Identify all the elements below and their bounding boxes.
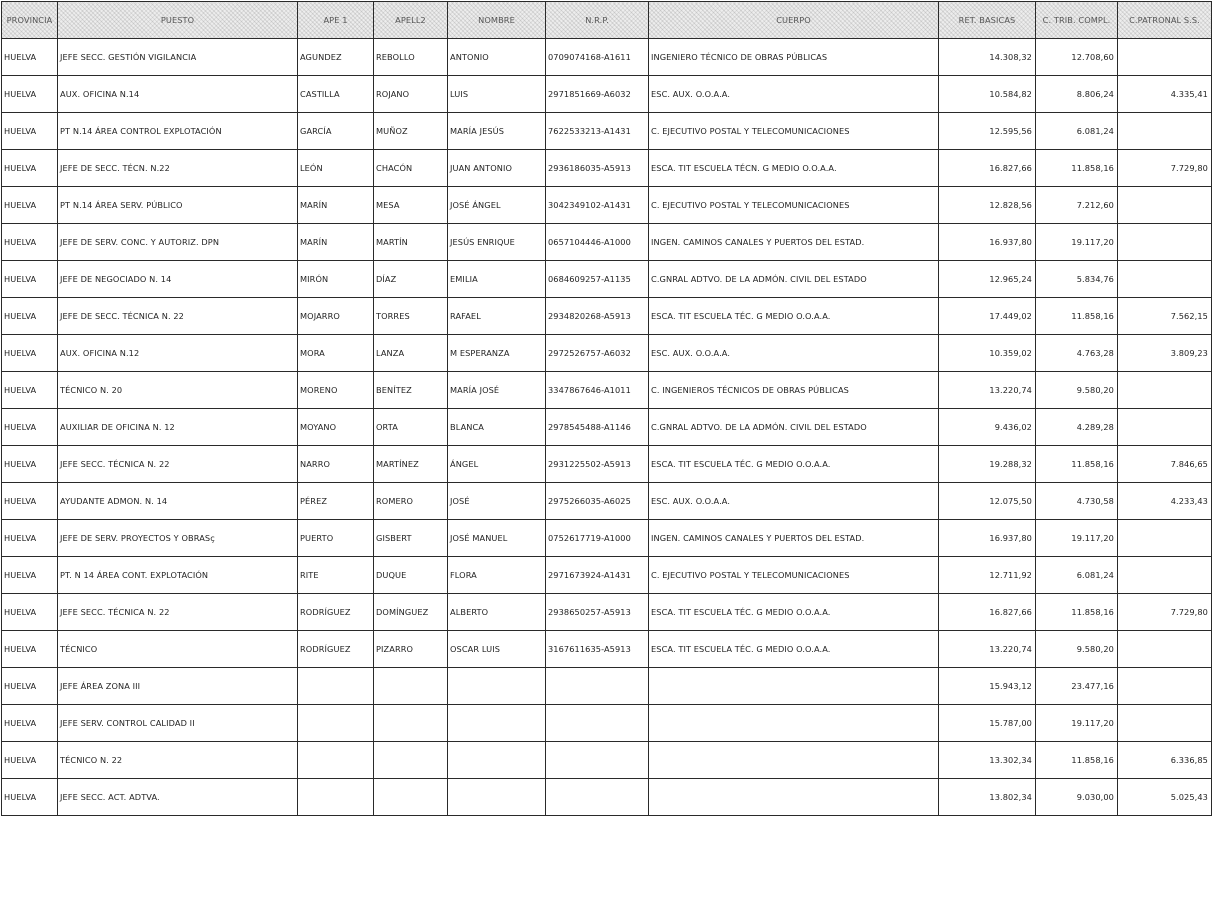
apellido2-cell: CHACÓN bbox=[374, 150, 448, 187]
c-patronal-cell: 6.336,85 bbox=[1118, 742, 1212, 779]
apellido1-cell bbox=[298, 742, 374, 779]
table-row bbox=[2, 224, 1212, 261]
apellido2-cell: DÍAZ bbox=[374, 261, 448, 298]
provincia-cell: HUELVA bbox=[2, 224, 58, 261]
header-puesto: PUESTO bbox=[58, 2, 298, 39]
c-trib-compl-cell: 11.858,16 bbox=[1036, 594, 1118, 631]
c-trib-compl-cell: 23.477,16 bbox=[1036, 668, 1118, 705]
header-apell2: APELL2 bbox=[374, 2, 448, 39]
nrp-cell bbox=[546, 705, 649, 742]
puesto-cell: JEFE SERV. CONTROL CALIDAD II bbox=[58, 705, 298, 742]
c-trib-compl-cell: 19.117,20 bbox=[1036, 705, 1118, 742]
nombre-cell: MARÍA JOSÉ bbox=[448, 372, 546, 409]
ret-basicas-cell: 15.787,00 bbox=[939, 705, 1036, 742]
apellido1-cell: NARRO bbox=[298, 446, 374, 483]
ret-basicas-cell: 13.802,34 bbox=[939, 779, 1036, 816]
apellido2-cell: MARTÍNEZ bbox=[374, 446, 448, 483]
cuerpo-cell: ESC. AUX. O.O.A.A. bbox=[649, 335, 939, 372]
apellido2-cell: ROJANO bbox=[374, 76, 448, 113]
apellido1-cell: MARÍN bbox=[298, 187, 374, 224]
ret-basicas-cell: 13.302,34 bbox=[939, 742, 1036, 779]
nombre-cell bbox=[448, 668, 546, 705]
c-patronal-cell: 7.729,80 bbox=[1118, 150, 1212, 187]
nombre-cell: BLANCA bbox=[448, 409, 546, 446]
cuerpo-cell: C.GNRAL ADTVO. DE LA ADMÓN. CIVIL DEL ESTADO bbox=[649, 261, 939, 298]
nrp-cell: 2975266035-A6025 bbox=[546, 483, 649, 520]
nrp-cell: 0752617719-A1000 bbox=[546, 520, 649, 557]
nrp-cell: 7622533213-A1431 bbox=[546, 113, 649, 150]
nombre-cell: OSCAR LUIS bbox=[448, 631, 546, 668]
provincia-cell: HUELVA bbox=[2, 557, 58, 594]
ret-basicas-cell: 12.965,24 bbox=[939, 261, 1036, 298]
nombre-cell: ANTONIO bbox=[448, 39, 546, 76]
c-patronal-cell: 4.335,41 bbox=[1118, 76, 1212, 113]
puesto-cell: PT N.14 ÁREA CONTROL EXPLOTACIÓN bbox=[58, 113, 298, 150]
nombre-cell bbox=[448, 742, 546, 779]
puesto-cell: AUXILIAR DE OFICINA N. 12 bbox=[58, 409, 298, 446]
c-trib-compl-cell: 11.858,16 bbox=[1036, 742, 1118, 779]
cuerpo-cell: ESCA. TIT ESCUELA TÉCN. G MEDIO O.O.A.A. bbox=[649, 150, 939, 187]
header-nrp: N.R.P. bbox=[546, 2, 649, 39]
table-row bbox=[2, 335, 1212, 372]
apellido2-cell bbox=[374, 779, 448, 816]
table-row bbox=[2, 483, 1212, 520]
provincia-cell: HUELVA bbox=[2, 631, 58, 668]
nrp-cell bbox=[546, 742, 649, 779]
apellido1-cell: LEÓN bbox=[298, 150, 374, 187]
nombre-cell: ALBERTO bbox=[448, 594, 546, 631]
ret-basicas-cell: 12.828,56 bbox=[939, 187, 1036, 224]
table-row bbox=[2, 557, 1212, 594]
apellido1-cell: RODRÍGUEZ bbox=[298, 594, 374, 631]
ret-basicas-cell: 14.308,32 bbox=[939, 39, 1036, 76]
apellido1-cell: MIRÓN bbox=[298, 261, 374, 298]
c-patronal-cell bbox=[1118, 520, 1212, 557]
nrp-cell: 2934820268-A5913 bbox=[546, 298, 649, 335]
c-patronal-cell: 4.233,43 bbox=[1118, 483, 1212, 520]
table-row bbox=[2, 409, 1212, 446]
apellido1-cell: AGUNDEZ bbox=[298, 39, 374, 76]
table-body bbox=[2, 39, 1212, 816]
table-row bbox=[2, 150, 1212, 187]
c-trib-compl-cell: 7.212,60 bbox=[1036, 187, 1118, 224]
nrp-cell: 3167611635-A5913 bbox=[546, 631, 649, 668]
nombre-cell: LUIS bbox=[448, 76, 546, 113]
nombre-cell: JESÚS ENRIQUE bbox=[448, 224, 546, 261]
apellido2-cell: MESA bbox=[374, 187, 448, 224]
header-row bbox=[2, 2, 1212, 39]
table-header bbox=[2, 2, 1212, 39]
apellido2-cell bbox=[374, 668, 448, 705]
cuerpo-cell: C. EJECUTIVO POSTAL Y TELECOMUNICACIONES bbox=[649, 557, 939, 594]
apellido1-cell: RITE bbox=[298, 557, 374, 594]
puesto-cell: PT N.14 ÁREA SERV. PÚBLICO bbox=[58, 187, 298, 224]
table-row bbox=[2, 76, 1212, 113]
apellido1-cell: MORA bbox=[298, 335, 374, 372]
header-cuerpo: CUERPO bbox=[649, 2, 939, 39]
ret-basicas-cell: 13.220,74 bbox=[939, 631, 1036, 668]
nrp-cell: 3042349102-A1431 bbox=[546, 187, 649, 224]
puesto-cell: AUX. OFICINA N.14 bbox=[58, 76, 298, 113]
c-trib-compl-cell: 4.730,58 bbox=[1036, 483, 1118, 520]
header-nombre: NOMBRE bbox=[448, 2, 546, 39]
puesto-cell: TÉCNICO N. 20 bbox=[58, 372, 298, 409]
provincia-cell: HUELVA bbox=[2, 483, 58, 520]
cuerpo-cell bbox=[649, 705, 939, 742]
provincia-cell: HUELVA bbox=[2, 113, 58, 150]
header-ret-basicas: RET. BASICAS bbox=[939, 2, 1036, 39]
nrp-cell: 0657104446-A1000 bbox=[546, 224, 649, 261]
header-c-trib-compl: C. TRIB. COMPL. bbox=[1036, 2, 1118, 39]
nombre-cell: JOSÉ ÁNGEL bbox=[448, 187, 546, 224]
table-row bbox=[2, 372, 1212, 409]
cuerpo-cell bbox=[649, 779, 939, 816]
nombre-cell: JUAN ANTONIO bbox=[448, 150, 546, 187]
provincia-cell: HUELVA bbox=[2, 187, 58, 224]
apellido2-cell: DUQUE bbox=[374, 557, 448, 594]
apellido1-cell bbox=[298, 779, 374, 816]
provincia-cell: HUELVA bbox=[2, 372, 58, 409]
apellido2-cell: REBOLLO bbox=[374, 39, 448, 76]
provincia-cell: HUELVA bbox=[2, 261, 58, 298]
table-row bbox=[2, 631, 1212, 668]
ret-basicas-cell: 10.359,02 bbox=[939, 335, 1036, 372]
ret-basicas-cell: 12.075,50 bbox=[939, 483, 1036, 520]
c-patronal-cell: 7.562,15 bbox=[1118, 298, 1212, 335]
puesto-cell: TÉCNICO bbox=[58, 631, 298, 668]
provincia-cell: HUELVA bbox=[2, 705, 58, 742]
nombre-cell bbox=[448, 705, 546, 742]
header-ape1: APE 1 bbox=[298, 2, 374, 39]
ret-basicas-cell: 16.827,66 bbox=[939, 150, 1036, 187]
table-row bbox=[2, 39, 1212, 76]
apellido1-cell: GARCÍA bbox=[298, 113, 374, 150]
apellido2-cell bbox=[374, 705, 448, 742]
apellido2-cell: MUÑOZ bbox=[374, 113, 448, 150]
puesto-cell: JEFE SECC. GESTIÓN VIGILANCIA bbox=[58, 39, 298, 76]
puesto-cell: JEFE ÁREA ZONA III bbox=[58, 668, 298, 705]
ret-basicas-cell: 9.436,02 bbox=[939, 409, 1036, 446]
ret-basicas-cell: 17.449,02 bbox=[939, 298, 1036, 335]
table-row bbox=[2, 594, 1212, 631]
apellido2-cell bbox=[374, 742, 448, 779]
nrp-cell: 2938650257-A5913 bbox=[546, 594, 649, 631]
c-patronal-cell bbox=[1118, 224, 1212, 261]
apellido1-cell: MOJARRO bbox=[298, 298, 374, 335]
cuerpo-cell: C. INGENIEROS TÉCNICOS DE OBRAS PÚBLICAS bbox=[649, 372, 939, 409]
provincia-cell: HUELVA bbox=[2, 668, 58, 705]
apellido1-cell: CASTILLA bbox=[298, 76, 374, 113]
puesto-cell: JEFE DE SECC. TÉCNICA N. 22 bbox=[58, 298, 298, 335]
ret-basicas-cell: 15.943,12 bbox=[939, 668, 1036, 705]
staff-table bbox=[1, 1, 1212, 816]
cuerpo-cell: C. EJECUTIVO POSTAL Y TELECOMUNICACIONES bbox=[649, 113, 939, 150]
cuerpo-cell: C.GNRAL ADTVO. DE LA ADMÓN. CIVIL DEL ESTADO bbox=[649, 409, 939, 446]
provincia-cell: HUELVA bbox=[2, 335, 58, 372]
nombre-cell bbox=[448, 779, 546, 816]
nombre-cell: MARÍA JESÚS bbox=[448, 113, 546, 150]
cuerpo-cell: INGENIERO TÉCNICO DE OBRAS PÚBLICAS bbox=[649, 39, 939, 76]
apellido2-cell: GISBERT bbox=[374, 520, 448, 557]
apellido1-cell: MOYANO bbox=[298, 409, 374, 446]
nombre-cell: EMILIA bbox=[448, 261, 546, 298]
c-trib-compl-cell: 19.117,20 bbox=[1036, 520, 1118, 557]
nrp-cell bbox=[546, 779, 649, 816]
c-trib-compl-cell: 6.081,24 bbox=[1036, 557, 1118, 594]
c-trib-compl-cell: 8.806,24 bbox=[1036, 76, 1118, 113]
c-patronal-cell bbox=[1118, 39, 1212, 76]
cuerpo-cell: ESCA. TIT ESCUELA TÉC. G MEDIO O.O.A.A. bbox=[649, 594, 939, 631]
puesto-cell: AYUDANTE ADMON. N. 14 bbox=[58, 483, 298, 520]
c-trib-compl-cell: 19.117,20 bbox=[1036, 224, 1118, 261]
table-row bbox=[2, 298, 1212, 335]
puesto-cell: AUX. OFICINA N.12 bbox=[58, 335, 298, 372]
table-row bbox=[2, 779, 1212, 816]
nrp-cell: 2972526757-A6032 bbox=[546, 335, 649, 372]
c-patronal-cell bbox=[1118, 113, 1212, 150]
ret-basicas-cell: 19.288,32 bbox=[939, 446, 1036, 483]
provincia-cell: HUELVA bbox=[2, 76, 58, 113]
nrp-cell: 0684609257-A1135 bbox=[546, 261, 649, 298]
c-trib-compl-cell: 9.580,20 bbox=[1036, 631, 1118, 668]
header-c-patronal: C.PATRONAL S.S. bbox=[1118, 2, 1212, 39]
c-trib-compl-cell: 12.708,60 bbox=[1036, 39, 1118, 76]
puesto-cell: PT. N 14 ÁREA CONT. EXPLOTACIÓN bbox=[58, 557, 298, 594]
apellido1-cell bbox=[298, 705, 374, 742]
c-trib-compl-cell: 5.834,76 bbox=[1036, 261, 1118, 298]
ret-basicas-cell: 16.937,80 bbox=[939, 520, 1036, 557]
provincia-cell: HUELVA bbox=[2, 150, 58, 187]
apellido1-cell: MORENO bbox=[298, 372, 374, 409]
c-trib-compl-cell: 4.763,28 bbox=[1036, 335, 1118, 372]
nrp-cell: 0709074168-A1611 bbox=[546, 39, 649, 76]
apellido2-cell: ORTA bbox=[374, 409, 448, 446]
nombre-cell: ÁNGEL bbox=[448, 446, 546, 483]
cuerpo-cell bbox=[649, 742, 939, 779]
table-row bbox=[2, 187, 1212, 224]
c-trib-compl-cell: 11.858,16 bbox=[1036, 446, 1118, 483]
c-patronal-cell bbox=[1118, 705, 1212, 742]
apellido1-cell bbox=[298, 668, 374, 705]
cuerpo-cell: ESCA. TIT ESCUELA TÉC. G MEDIO O.O.A.A. bbox=[649, 631, 939, 668]
c-trib-compl-cell: 9.030,00 bbox=[1036, 779, 1118, 816]
nombre-cell: M ESPERANZA bbox=[448, 335, 546, 372]
puesto-cell: JEFE SECC. ACT. ADTVA. bbox=[58, 779, 298, 816]
nombre-cell: JOSÉ MANUEL bbox=[448, 520, 546, 557]
table-row bbox=[2, 705, 1212, 742]
cuerpo-cell: C. EJECUTIVO POSTAL Y TELECOMUNICACIONES bbox=[649, 187, 939, 224]
puesto-cell: JEFE DE SERV. CONC. Y AUTORIZ. DPN bbox=[58, 224, 298, 261]
cuerpo-cell bbox=[649, 668, 939, 705]
puesto-cell: JEFE SECC. TÉCNICA N. 22 bbox=[58, 446, 298, 483]
ret-basicas-cell: 12.595,56 bbox=[939, 113, 1036, 150]
nrp-cell bbox=[546, 668, 649, 705]
ret-basicas-cell: 16.937,80 bbox=[939, 224, 1036, 261]
c-patronal-cell: 5.025,43 bbox=[1118, 779, 1212, 816]
cuerpo-cell: ESCA. TIT ESCUELA TÉC. G MEDIO O.O.A.A. bbox=[649, 446, 939, 483]
provincia-cell: HUELVA bbox=[2, 298, 58, 335]
apellido1-cell: MARÍN bbox=[298, 224, 374, 261]
table-row bbox=[2, 742, 1212, 779]
puesto-cell: JEFE DE SERV. PROYECTOS Y OBRASç bbox=[58, 520, 298, 557]
nombre-cell: JOSÉ bbox=[448, 483, 546, 520]
ret-basicas-cell: 13.220,74 bbox=[939, 372, 1036, 409]
cuerpo-cell: ESC. AUX. O.O.A.A. bbox=[649, 483, 939, 520]
cuerpo-cell: INGEN. CAMINOS CANALES Y PUERTOS DEL ESTAD. bbox=[649, 520, 939, 557]
ret-basicas-cell: 12.711,92 bbox=[939, 557, 1036, 594]
nrp-cell: 2936186035-A5913 bbox=[546, 150, 649, 187]
provincia-cell: HUELVA bbox=[2, 520, 58, 557]
puesto-cell: TÉCNICO N. 22 bbox=[58, 742, 298, 779]
provincia-cell: HUELVA bbox=[2, 409, 58, 446]
apellido2-cell: MARTÍN bbox=[374, 224, 448, 261]
table-row bbox=[2, 261, 1212, 298]
puesto-cell: JEFE DE SECC. TÉCN. N.22 bbox=[58, 150, 298, 187]
provincia-cell: HUELVA bbox=[2, 779, 58, 816]
c-trib-compl-cell: 11.858,16 bbox=[1036, 150, 1118, 187]
apellido2-cell: ROMERO bbox=[374, 483, 448, 520]
c-patronal-cell bbox=[1118, 187, 1212, 224]
cuerpo-cell: ESCA. TIT ESCUELA TÉC. G MEDIO O.O.A.A. bbox=[649, 298, 939, 335]
apellido2-cell: BENÍTEZ bbox=[374, 372, 448, 409]
nrp-cell: 3347867646-A1011 bbox=[546, 372, 649, 409]
c-patronal-cell bbox=[1118, 261, 1212, 298]
nrp-cell: 2971673924-A1431 bbox=[546, 557, 649, 594]
nrp-cell: 2971851669-A6032 bbox=[546, 76, 649, 113]
ret-basicas-cell: 10.584,82 bbox=[939, 76, 1036, 113]
c-patronal-cell bbox=[1118, 631, 1212, 668]
c-patronal-cell bbox=[1118, 557, 1212, 594]
table-row bbox=[2, 113, 1212, 150]
puesto-cell: JEFE DE NEGOCIADO N. 14 bbox=[58, 261, 298, 298]
table-row bbox=[2, 668, 1212, 705]
puesto-cell: JEFE SECC. TÉCNICA N. 22 bbox=[58, 594, 298, 631]
c-patronal-cell bbox=[1118, 668, 1212, 705]
header-provincia: PROVINCIA bbox=[2, 2, 58, 39]
cuerpo-cell: ESC. AUX. O.O.A.A. bbox=[649, 76, 939, 113]
apellido2-cell: PIZARRO bbox=[374, 631, 448, 668]
apellido2-cell: DOMÍNGUEZ bbox=[374, 594, 448, 631]
apellido2-cell: LANZA bbox=[374, 335, 448, 372]
table-row bbox=[2, 520, 1212, 557]
nombre-cell: RAFAEL bbox=[448, 298, 546, 335]
provincia-cell: HUELVA bbox=[2, 742, 58, 779]
c-patronal-cell: 3.809,23 bbox=[1118, 335, 1212, 372]
nrp-cell: 2978545488-A1146 bbox=[546, 409, 649, 446]
c-patronal-cell bbox=[1118, 409, 1212, 446]
table-row bbox=[2, 446, 1212, 483]
c-patronal-cell: 7.729,80 bbox=[1118, 594, 1212, 631]
c-patronal-cell bbox=[1118, 372, 1212, 409]
nrp-cell: 2931225502-A5913 bbox=[546, 446, 649, 483]
provincia-cell: HUELVA bbox=[2, 446, 58, 483]
c-trib-compl-cell: 11.858,16 bbox=[1036, 298, 1118, 335]
c-patronal-cell: 7.846,65 bbox=[1118, 446, 1212, 483]
apellido1-cell: PUERTO bbox=[298, 520, 374, 557]
provincia-cell: HUELVA bbox=[2, 39, 58, 76]
apellido1-cell: RODRÍGUEZ bbox=[298, 631, 374, 668]
c-trib-compl-cell: 6.081,24 bbox=[1036, 113, 1118, 150]
apellido1-cell: PÉREZ bbox=[298, 483, 374, 520]
c-trib-compl-cell: 9.580,20 bbox=[1036, 372, 1118, 409]
cuerpo-cell: INGEN. CAMINOS CANALES Y PUERTOS DEL ESTAD. bbox=[649, 224, 939, 261]
nombre-cell: FLORA bbox=[448, 557, 546, 594]
apellido2-cell: TORRES bbox=[374, 298, 448, 335]
provincia-cell: HUELVA bbox=[2, 594, 58, 631]
c-trib-compl-cell: 4.289,28 bbox=[1036, 409, 1118, 446]
ret-basicas-cell: 16.827,66 bbox=[939, 594, 1036, 631]
